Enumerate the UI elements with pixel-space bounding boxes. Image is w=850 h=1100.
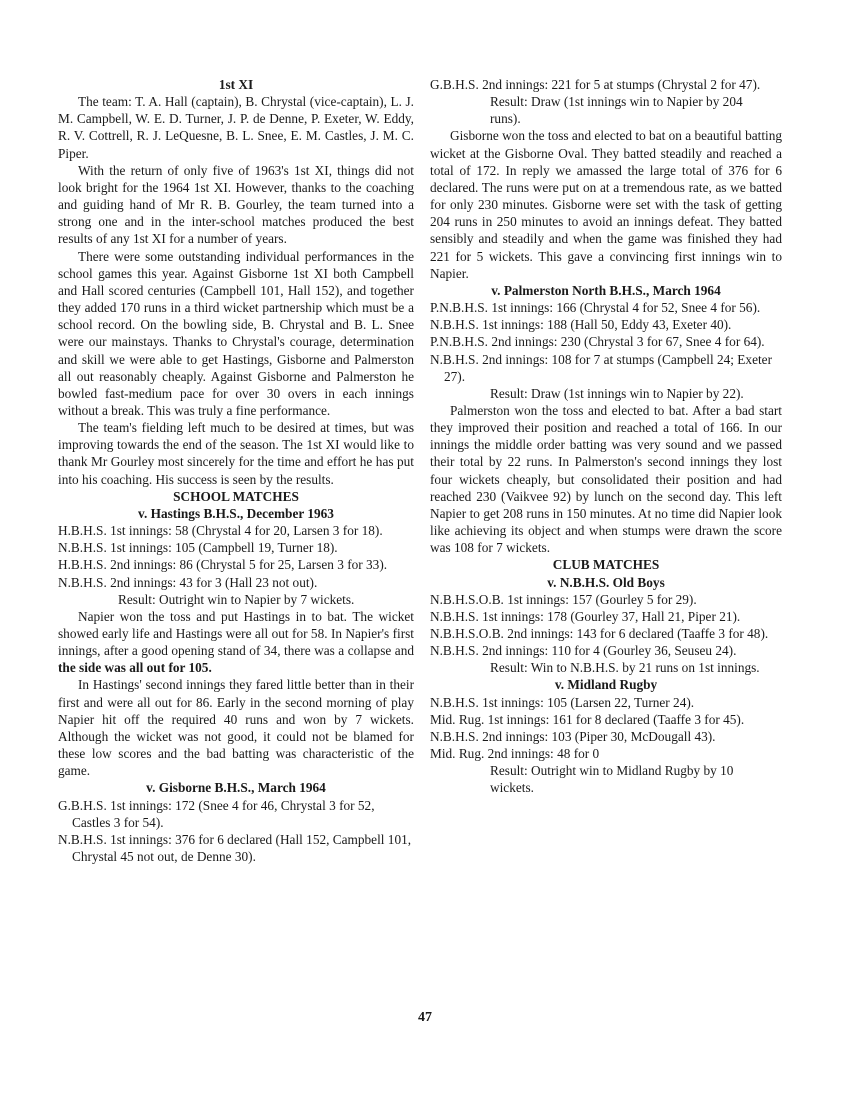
right-column	[430, 76, 782, 797]
hastings-report-bold-text: the side was all out for 105.	[58, 660, 212, 676]
palmerston-match-title: v. Palmerston North B.H.S., March 1964	[491, 282, 721, 298]
hastings-result: Result: Outright win to Napier by 7 wickets.	[118, 591, 355, 607]
gisborne-result: Result: Draw (1st innings win to Napier by 204 runs).	[490, 94, 743, 127]
old-boys-match-title: v. N.B.H.S. Old Boys	[547, 574, 665, 590]
fielding-paragraph: The team's fielding left much to be desired at times, but was improving towards the end of the season. The 1st XI would like to thank Mr Gourley most sincerely for the time and effort he has put into his coaching. His success is seen by the results.	[58, 420, 414, 487]
hastings-report-paragraph	[58, 608, 414, 677]
palmerston-result: Result: Draw (1st innings win to Napier by 22).	[490, 385, 744, 401]
score-line: G.B.H.S. 2nd innings: 221 for 5 at stumps (Chrystal 2 for 47).	[430, 77, 761, 92]
score-line: Mid. Rug. 2nd innings: 48 for 0	[430, 746, 600, 762]
score-line: N.B.H.S. 1st innings: 376 for 6 declared (Hall 152, Campbell 101, Chrystal 45 not out, de Denne 30).	[58, 831, 412, 865]
hastings-second-innings-paragraph: In Hastings' second innings they fared little better than in their first and were all out for 86. Early in the second morning of play Napier hit off the required 40 runs and won by 7 wickets. Although the wicket was not good, it could not be blamed for these low scores and the bad batting was characteristic of the game.	[58, 677, 414, 779]
hastings-report-text: Napier won the toss and put Hastings in to bat. The wicket showed early life and Hastings were all out for 58. In Napier's first innings, after a good opening stand of 34, there was a collapse and	[58, 608, 414, 659]
school-matches-heading: SCHOOL MATCHES	[173, 488, 299, 504]
score-line: N.B.H.S. 2nd innings: 108 for 7 at stumps (Campbell 24; Exeter 27).	[430, 351, 772, 384]
score-line: H.B.H.S. 2nd innings: 86 (Chrystal 5 for 25, Larsen 3 for 33).	[58, 557, 388, 573]
section-heading-1st-xi: 1st XI	[218, 77, 254, 92]
score-line: N.B.H.S. 2nd innings: 103 (Piper 30, McDougall 43).	[430, 728, 716, 744]
page-number: 47	[418, 1010, 432, 1025]
score-line: G.B.H.S. 1st innings: 172 (Snee 4 for 46, Chrystal 3 for 52, Castles 3 for 54).	[58, 797, 375, 830]
score-line: N.B.H.S. 1st innings: 105 (Campbell 19, Turner 18).	[58, 540, 338, 556]
hastings-match-title: v. Hastings B.H.S., December 1963	[138, 505, 334, 521]
gisborne-report-paragraph: Gisborne won the toss and elected to bat on a beautiful batting wicket at the Gisborne Oval. They batted steadily and reached a total of 172. In reply we amassed the large total of 376 for 6 declared. The runs were put on at a tremendous rate, as we batted for only 230 minutes. Gisborne were set with the task of getting 204 runs in 250 minutes to avoid an innings defeat. They batted sensibly and steadily and when the game was finished they had 221 for 5 wickets. This gave a convincing first innings win to Napier.	[430, 128, 782, 281]
score-line: H.B.H.S. 1st innings: 58 (Chrystal 4 for 20, Larsen 3 for 18).	[58, 523, 383, 539]
score-line: N.B.H.S. 2nd innings: 43 for 3 (Hall 23 not out).	[58, 574, 318, 590]
midland-result: Result: Outright win to Midland Rugby by 10 wickets.	[490, 763, 734, 796]
score-line: N.B.H.S.O.B. 2nd innings: 143 for 6 declared (Taaffe 3 for 48).	[430, 626, 769, 641]
score-line: P.N.B.H.S. 1st innings: 166 (Chrystal 4 for 52, Snee 4 for 56).	[430, 300, 761, 316]
score-line: N.B.H.S. 1st innings: 105 (Larsen 22, Turner 24).	[430, 694, 695, 710]
old-boys-result: Result: Win to N.B.H.S. by 21 runs on 1st innings.	[490, 660, 760, 676]
score-line: N.B.H.S. 1st innings: 188 (Hall 50, Eddy 43, Exeter 40).	[430, 317, 732, 333]
intro-paragraph: With the return of only five of 1963's 1st XI, things did not look bright for the 1964 1st XI. However, thanks to the coaching and guiding hand of Mr R. B. Gourley, the team turned into a strong one and in the inter-school matches produced the best results of any 1st XI for a number of years.	[58, 162, 414, 247]
club-matches-heading: CLUB MATCHES	[552, 557, 660, 573]
gisborne-match-title: v. Gisborne B.H.S., March 1964	[146, 780, 326, 796]
score-line: N.B.H.S.O.B. 1st innings: 157 (Gourley 5 for 29).	[430, 591, 697, 607]
score-line: N.B.H.S. 1st innings: 178 (Gourley 37, Hall 21, Piper 21).	[430, 608, 741, 624]
left-column	[58, 76, 414, 865]
palmerston-report-paragraph: Palmerston won the toss and elected to bat. After a bad start they improved their position and reached a total of 166. In our innings the middle order batting was very sound and we passed their total by 22 runs. In Palmerston's second innings they lost four wickets cheaply, but consolidated their position and had reached 230 (Vaikvee 92) by lunch on the second day. This left Napier to get 208 runs in 150 minutes. At no time did Napier look like achieving its object and when stumps were drawn the score was 108 for 7 wickets.	[430, 402, 782, 556]
performances-paragraph: There were some outstanding individual performances in the school games this year. Against Gisborne 1st XI both Campbell and Hall scored centuries (Campbell 101, Hall 152), and together they added 170 runs in a third wicket partnership which must be a school record. On the bowling side, B. Chrystal and B. L. Snee were our mainstays. Thanks to Chrystal's courage, determination and skill we were able to get Hastings, Gisborne and Palmerston all out reasonably cheaply. Against Gisborne and Palmerston he bowled fast-medium pace for over 30 overs in each innings without a break. This was truly a fine performance.	[58, 248, 414, 418]
midland-match-title: v. Midland Rugby	[554, 677, 658, 693]
score-line: Mid. Rug. 1st innings: 161 for 8 declared (Taaffe 3 for 45).	[430, 711, 745, 727]
team-paragraph: The team: T. A. Hall (captain), B. Chrystal (vice-captain), L. J. M. Campbell, W. E. D. Turner, J. P. de Denne, P. Exeter, W. Eddy, R. V. Cottrell, R. J. LeQuesne, B. L. Snee, E. M. Castles, J. M. C. Piper.	[58, 94, 414, 161]
score-line: P.N.B.H.S. 2nd innings: 230 (Chrystal 3 for 67, Snee 4 for 64).	[430, 334, 765, 350]
score-line: N.B.H.S. 2nd innings: 110 for 4 (Gourley 36, Seuseu 24).	[430, 643, 737, 659]
